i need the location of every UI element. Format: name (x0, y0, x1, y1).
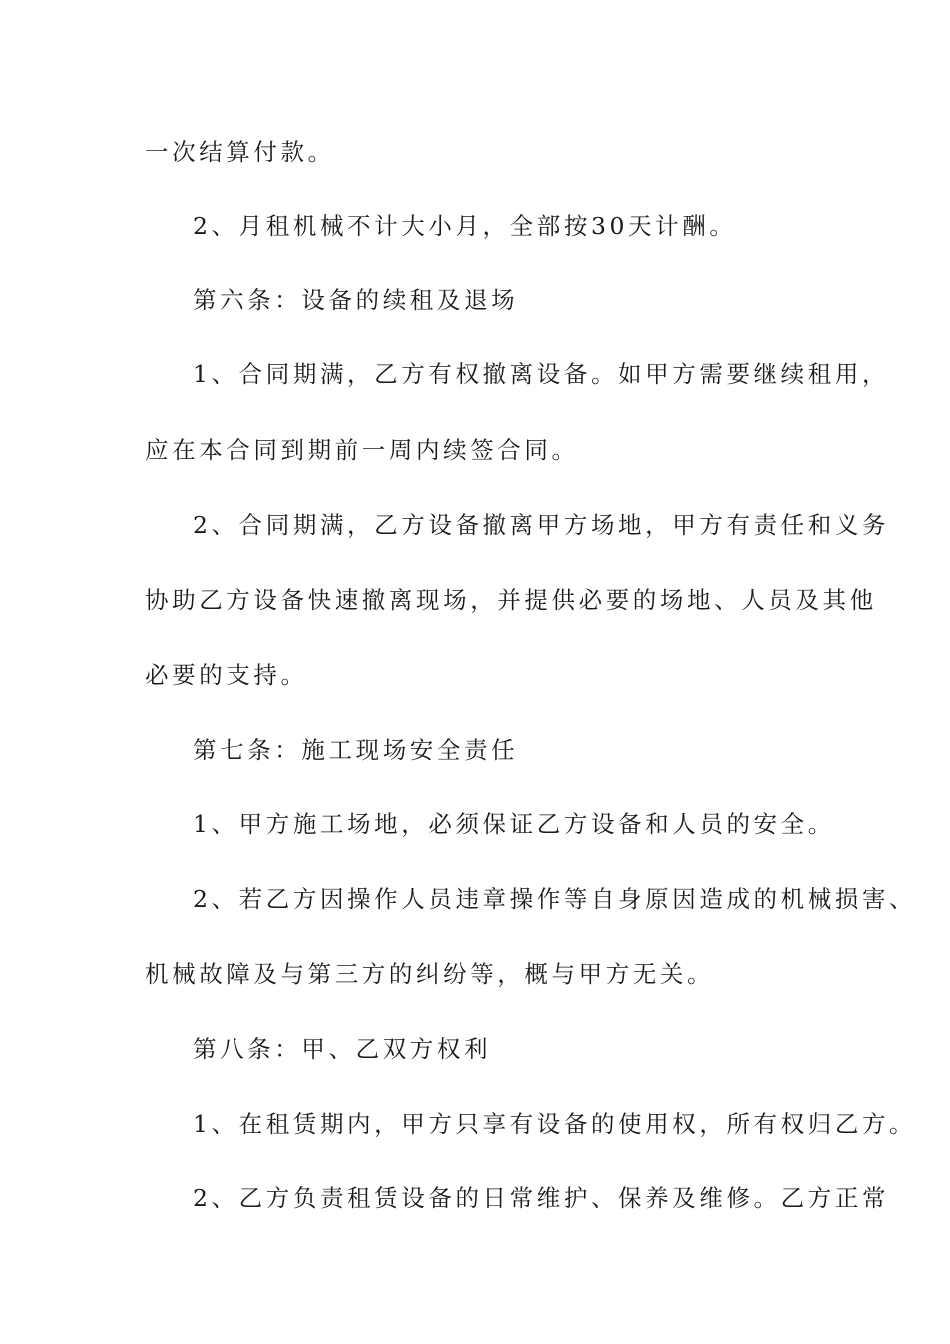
text-line-11: 2、若乙方因操作人员违章操作等自身原因造成的机械损害、 (193, 885, 917, 913)
text-line-6: 2、合同期满，乙方设备撤离甲方场地，甲方有责任和义务 (193, 511, 890, 539)
text-line-7: 协助乙方设备快速撤离现场，并提供必要的场地、人员及其他 (145, 586, 877, 614)
text-line-15: 2、乙方负责租赁设备的日常维护、保养及维修。乙方正常 (193, 1184, 890, 1212)
text-line-8: 必要的支持。 (145, 661, 308, 689)
text-line-10: 1、甲方施工场地，必须保证乙方设备和人员的安全。 (193, 810, 835, 838)
text-line-2: 2、月租机械不计大小月，全部按30天计酬。 (193, 212, 737, 240)
section-heading-6: 第六条：设备的续租及退场 (193, 286, 519, 314)
text-line-14: 1、在租赁期内，甲方只享有设备的使用权，所有权归乙方。 (193, 1110, 917, 1138)
section-heading-7: 第七条：施工现场安全责任 (193, 736, 519, 764)
text-line-12: 机械故障及与第三方的纠纷等，概与甲方无关。 (145, 960, 715, 988)
section-heading-8: 第八条：甲、乙双方权利 (193, 1035, 492, 1063)
text-line-4: 1、合同期满，乙方有权撤离设备。如甲方需要继续租用， (193, 360, 890, 388)
text-line-1: 一次结算付款。 (145, 138, 335, 166)
text-line-5: 应在本合同到期前一周内续签合同。 (145, 436, 579, 464)
